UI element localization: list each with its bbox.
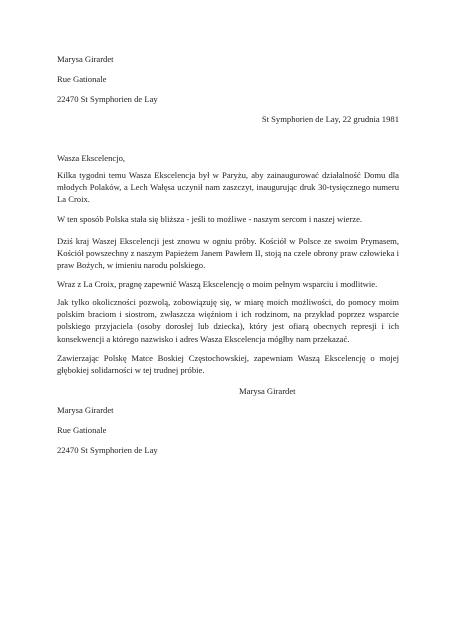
footer-street: Rue Gationale bbox=[57, 425, 107, 435]
paragraph-2: W ten sposób Polska stała się bliższa - jeśli to możliwe - naszym sercom i naszej wierze. bbox=[57, 214, 363, 224]
paragraph-4: Wraz z La Croix, pragnę zapewnić Waszą Ekscelencję o moim pełnym wsparciu i modlitwie. bbox=[57, 279, 378, 289]
sender-name: Marysa Girardet bbox=[57, 54, 114, 64]
paragraph-3: Dziś kraj Waszej Ekscelencji jest znowu w ogniu próby. Kościół w Polsce ze swoim Prymasem, Kościół powszechny z naszym Papieżem Janem Pawłem II, stoją na czele obrony praw człowieka i praw Bożych, w imieniu narodu polskiego. bbox=[57, 236, 399, 271]
signature: Marysa Girardet bbox=[239, 386, 296, 396]
footer-name: Marysa Girardet bbox=[57, 405, 114, 415]
sender-city: 22470 St Symphorien de Lay bbox=[57, 94, 158, 104]
paragraph-1: Kilka tygodni temu Wasza Ekscelencja był w Paryżu, aby zainaugurować działalność Domu dla młodych Polaków, a Lech Wałęsa uczynił nam zaszczyt, inaugurując druk 30-tysięcznego numeru La Croix. bbox=[57, 170, 399, 205]
sender-street: Rue Gationale bbox=[57, 74, 107, 84]
footer-city: 22470 St Symphorien de Lay bbox=[57, 445, 158, 455]
place-date: St Symphorien de Lay, 22 grudnia 1981 bbox=[261, 114, 399, 124]
paragraph-6: Zawierzając Polskę Matce Boskiej Częstochowskiej, zapewniam Waszą Ekscelencję o mojej głębokiej solidarności w tej trudnej próbie. bbox=[57, 353, 399, 376]
salutation: Wasza Ekscelencjo, bbox=[57, 153, 126, 163]
paragraph-5: Jak tylko okoliczności pozwolą, zobowiązuję się, w miarę moich możliwości, do pomocy moim polskim braciom i siostrom, zwłaszcza więźniom i ich rodzinom, na przykład poprzez wsparcie polskiego przyjaciela (osoby dorosłej lub dziecka), który jest ofiarą obecnych represji i ich konsekwencji a którego nazwisko i adres Wasza Ekscelencja mógłby nam przekazać. bbox=[57, 297, 399, 344]
